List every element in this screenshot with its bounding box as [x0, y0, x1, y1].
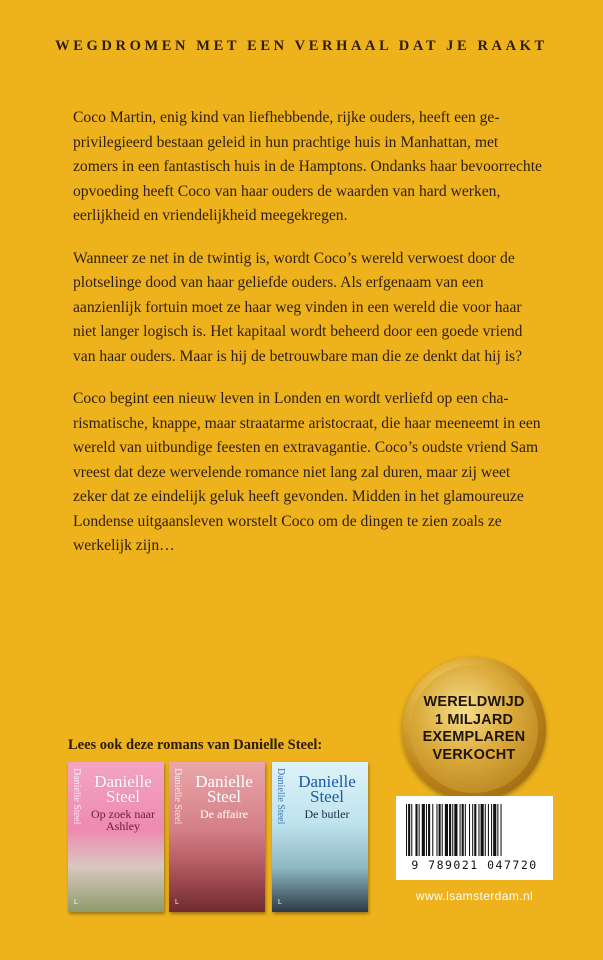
barcode-bar: [478, 804, 479, 856]
barcode-bar: [436, 804, 437, 856]
blurb-text: [73, 106, 543, 577]
book-author: Danielle Steel: [94, 772, 152, 806]
book-author: Danielle Steel: [195, 772, 253, 806]
book-cover-de-affaire: [169, 762, 265, 912]
barcode-bar: [469, 804, 470, 856]
publisher-logo: L: [278, 899, 282, 906]
barcode-bar: [411, 804, 412, 856]
sales-badge: [402, 657, 546, 801]
barcode-bar: [481, 804, 484, 856]
barcode-bar: [452, 804, 453, 856]
book-title: De affaire: [199, 807, 249, 821]
barcode-bars: [406, 804, 543, 856]
book-spine-text: Danielle Steel: [275, 768, 286, 825]
sales-badge-inner: [410, 665, 538, 793]
book-spine-text: Danielle Steel: [172, 768, 183, 825]
barcode-bar: [406, 804, 407, 856]
publisher-logo: L: [74, 899, 78, 906]
barcode-bar: [439, 804, 441, 856]
barcode-bar: [454, 804, 457, 856]
barcode-bar: [491, 804, 492, 856]
barcode-bar: [460, 804, 461, 856]
book-title: De butler: [304, 807, 350, 821]
barcode-bar: [426, 804, 427, 856]
book-title: Op zoek naar Ashley: [91, 807, 155, 833]
book-author: Danielle Steel: [298, 772, 356, 806]
barcode-bar: [488, 804, 489, 856]
barcode-bar: [419, 804, 420, 856]
book-cover-op-zoek-naar-ashley: [68, 762, 164, 912]
barcode-bar: [428, 804, 430, 856]
badge-line-3: EXEMPLAREN: [422, 729, 526, 745]
barcode-bar: [449, 804, 451, 856]
barcode-bar: [465, 804, 466, 856]
book-spine-text: Danielle Steel: [71, 768, 82, 825]
barcode-bar: [472, 804, 473, 856]
barcode-bar: [497, 804, 498, 856]
barcode-bar: [442, 804, 443, 856]
publisher-website: www.lsamsterdam.nl: [415, 889, 534, 903]
barcode-bar: [474, 804, 476, 856]
isbn-number: 9 789021 047720: [411, 858, 538, 872]
isbn-barcode: [396, 796, 553, 880]
tagline: WEGDROMEN MET EEN VERHAAL DAT JE RAAKT: [55, 38, 548, 54]
blurb-paragraph-1: Coco Martin, enig kind van liefhebbende, rijke ouders, heeft een geprivilegieerd bestaan geleid in hun prachtige huis in Manhattan, met zomers in een fantastisch huis in de Hamptons. Ondanks haar bevoorrechte opvoeding heeft Coco van haar ouders de waarden van hard werken, eerlijkheid en vriendelijkheid meegekregen.: [73, 109, 542, 224]
also-read-heading: Lees ook deze romans van Danielle Steel:: [68, 737, 323, 753]
badge-line-1: WERELDWIJD: [423, 694, 525, 710]
badge-line-4: VERKOCHT: [432, 746, 516, 763]
blurb-paragraph-3: Coco begint een nieuw leven in Londen en wordt verliefd op een charismatische, knappe, maar straatarme aristocraat, die haar meeneemt in een wereld van uitbundige feesten en extravagantie. Coco’s oudste vriend Sam vreest dat deze wervelende romance niet lang zal duren, maar zij weet zeker dat ze eindelijk geluk heeft gevonden. Midden in het glamoureuze Londense uitgaansleven worstelt Coco om de dingen te zien zoals ze werkelijk zijn…: [73, 390, 541, 554]
publisher-logo: L: [175, 899, 179, 906]
book-cover-de-butler: [272, 762, 368, 912]
barcode-bar: [445, 804, 448, 856]
barcode-bar: [501, 804, 502, 856]
barcode-bar: [422, 804, 425, 856]
barcode-bar: [485, 804, 486, 856]
barcode-bar: [432, 804, 433, 856]
barcode-bar: [408, 804, 410, 856]
blurb-paragraph-2: Wanneer ze net in de twintig is, wordt Coco’s wereld verwoest door de plotselinge dood van haar geliefde ouders. Als erfgenaam van een aanzienlijk fortuin moet ze haar weg vinden in een wereld die voor haar niet langer logisch is. Het kapitaal wordt beheerd door een goede vriend van haar ouders. Maar is hij de betrouwbare man die ze denkt dat hij is?: [73, 249, 523, 365]
barcode-bar: [493, 804, 496, 856]
badge-line-2: 1 MILJARD: [434, 711, 514, 728]
barcode-bar: [415, 804, 417, 856]
barcode-bar: [462, 804, 464, 856]
